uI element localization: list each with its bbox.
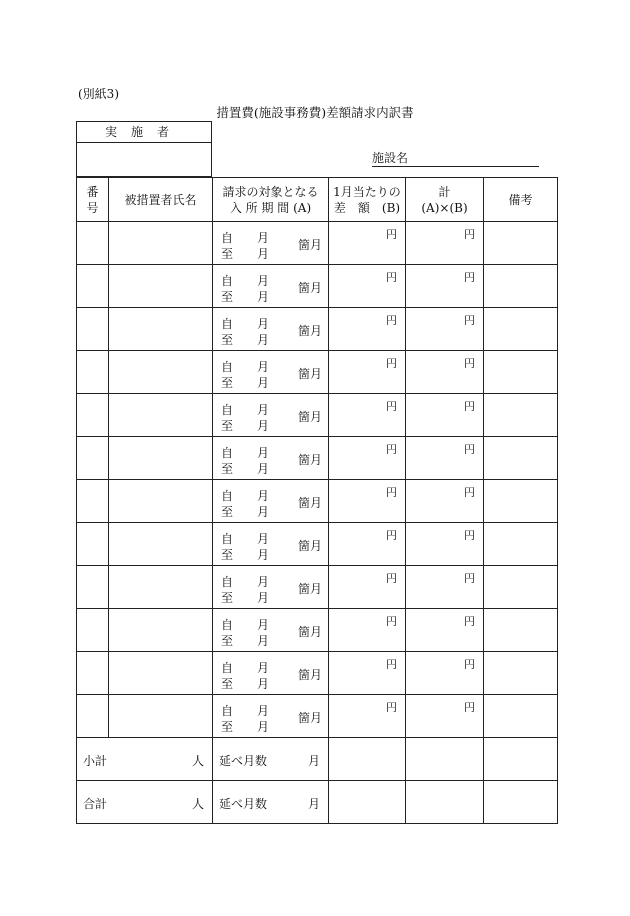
row-total-cell[interactable]: 円 (406, 394, 484, 437)
header-diff: 1月当たりの 差 額 (B) (329, 178, 406, 222)
row-period-cell[interactable]: 自 月 至 月 箇月 (213, 351, 329, 394)
subtotal-cell: 小計 人 (77, 738, 213, 781)
row-period-cell[interactable]: 自 月 至 月 箇月 (213, 222, 329, 265)
row-note-cell[interactable] (484, 308, 558, 351)
implementer-box (76, 121, 212, 177)
subtotal-diff[interactable] (329, 738, 406, 781)
row-number-cell[interactable] (77, 480, 109, 523)
row-diff-cell[interactable]: 円 (329, 695, 406, 738)
table-body (77, 222, 558, 738)
implementer-label: 実施者 (77, 122, 211, 143)
row-total-cell[interactable]: 円 (406, 609, 484, 652)
row-diff-cell[interactable]: 円 (329, 394, 406, 437)
header-name: 被措置者氏名 (109, 178, 213, 222)
row-total-cell[interactable]: 円 (406, 695, 484, 738)
row-total-cell[interactable]: 円 (406, 222, 484, 265)
row-number-cell[interactable] (77, 394, 109, 437)
row-total-cell[interactable]: 円 (406, 566, 484, 609)
row-diff-cell[interactable]: 円 (329, 609, 406, 652)
row-diff-cell[interactable]: 円 (329, 523, 406, 566)
row-period-cell[interactable]: 自 月 至 月 箇月 (213, 695, 329, 738)
row-total-cell[interactable]: 円 (406, 652, 484, 695)
row-name-cell[interactable] (109, 308, 213, 351)
header-period: 請求の対象となる 入 所 期 間 (A) (213, 178, 329, 222)
row-note-cell[interactable] (484, 523, 558, 566)
table-row (77, 652, 558, 695)
row-name-cell[interactable] (109, 652, 213, 695)
row-total-cell[interactable]: 円 (406, 265, 484, 308)
row-diff-cell[interactable]: 円 (329, 652, 406, 695)
subtotal-extended-months[interactable]: 延べ月数 月 (213, 738, 329, 781)
table-row (77, 609, 558, 652)
row-name-cell[interactable] (109, 609, 213, 652)
row-diff-cell[interactable]: 円 (329, 265, 406, 308)
row-number-cell[interactable] (77, 308, 109, 351)
facility-label: 施設名 (372, 151, 409, 165)
row-period-cell[interactable]: 自 月 至 月 箇月 (213, 308, 329, 351)
row-number-cell[interactable] (77, 265, 109, 308)
grandtotal-extended-months[interactable]: 延べ月数 月 (213, 781, 329, 824)
facility-name-field[interactable] (372, 150, 539, 167)
row-diff-cell[interactable]: 円 (329, 566, 406, 609)
row-note-cell[interactable] (484, 265, 558, 308)
table-row (77, 437, 558, 480)
row-name-cell[interactable] (109, 566, 213, 609)
subtotal-total[interactable] (406, 738, 484, 781)
claim-table (76, 177, 558, 824)
row-period-cell[interactable]: 自 月 至 月 箇月 (213, 394, 329, 437)
row-number-cell[interactable] (77, 652, 109, 695)
grandtotal-cell: 合計 人 (77, 781, 213, 824)
table-row (77, 308, 558, 351)
row-diff-cell[interactable]: 円 (329, 308, 406, 351)
row-name-cell[interactable] (109, 394, 213, 437)
row-name-cell[interactable] (109, 523, 213, 566)
row-note-cell[interactable] (484, 222, 558, 265)
table-row (77, 523, 558, 566)
row-diff-cell[interactable]: 円 (329, 480, 406, 523)
row-number-cell[interactable] (77, 566, 109, 609)
table-row (77, 480, 558, 523)
row-note-cell[interactable] (484, 351, 558, 394)
row-number-cell[interactable] (77, 351, 109, 394)
document-title: 措置費(施設事務費)差額請求内訳書 (216, 105, 414, 120)
row-number-cell[interactable] (77, 609, 109, 652)
row-period-cell[interactable]: 自 月 至 月 箇月 (213, 480, 329, 523)
table-row (77, 222, 558, 265)
row-period-cell[interactable]: 自 月 至 月 箇月 (213, 437, 329, 480)
row-diff-cell[interactable]: 円 (329, 351, 406, 394)
table-row (77, 265, 558, 308)
row-period-cell[interactable]: 自 月 至 月 箇月 (213, 652, 329, 695)
grandtotal-total[interactable] (406, 781, 484, 824)
row-note-cell[interactable] (484, 652, 558, 695)
row-note-cell[interactable] (484, 609, 558, 652)
row-number-cell[interactable] (77, 437, 109, 480)
table-row (77, 351, 558, 394)
table-row (77, 394, 558, 437)
row-name-cell[interactable] (109, 222, 213, 265)
subtotal-note[interactable] (484, 738, 558, 781)
row-name-cell[interactable] (109, 265, 213, 308)
row-note-cell[interactable] (484, 695, 558, 738)
row-note-cell[interactable] (484, 394, 558, 437)
row-note-cell[interactable] (484, 480, 558, 523)
row-diff-cell[interactable]: 円 (329, 222, 406, 265)
implementer-value[interactable] (77, 143, 211, 178)
row-note-cell[interactable] (484, 437, 558, 480)
row-note-cell[interactable] (484, 566, 558, 609)
row-total-cell[interactable]: 円 (406, 437, 484, 480)
row-name-cell[interactable] (109, 480, 213, 523)
row-period-cell[interactable]: 自 月 至 月 箇月 (213, 523, 329, 566)
grandtotal-row (77, 781, 558, 824)
row-total-cell[interactable]: 円 (406, 523, 484, 566)
row-total-cell[interactable]: 円 (406, 351, 484, 394)
row-name-cell[interactable] (109, 695, 213, 738)
row-name-cell[interactable] (109, 437, 213, 480)
grandtotal-note[interactable] (484, 781, 558, 824)
row-diff-cell[interactable]: 円 (329, 437, 406, 480)
row-name-cell[interactable] (109, 351, 213, 394)
table-header-row (77, 178, 558, 222)
row-number-cell[interactable] (77, 222, 109, 265)
table-row (77, 566, 558, 609)
attachment-label: (別紙3) (78, 87, 119, 101)
subtotal-row (77, 738, 558, 781)
row-number-cell[interactable] (77, 523, 109, 566)
row-period-cell[interactable]: 自 月 至 月 箇月 (213, 566, 329, 609)
header-note: 備考 (484, 178, 558, 222)
row-total-cell[interactable]: 円 (406, 308, 484, 351)
grandtotal-diff[interactable] (329, 781, 406, 824)
header-number: 番号 (77, 178, 109, 222)
row-period-cell[interactable]: 自 月 至 月 箇月 (213, 609, 329, 652)
row-total-cell[interactable]: 円 (406, 480, 484, 523)
row-period-cell[interactable]: 自 月 至 月 箇月 (213, 265, 329, 308)
table-row (77, 695, 558, 738)
row-number-cell[interactable] (77, 695, 109, 738)
header-total: 計 (A)×(B) (406, 178, 484, 222)
